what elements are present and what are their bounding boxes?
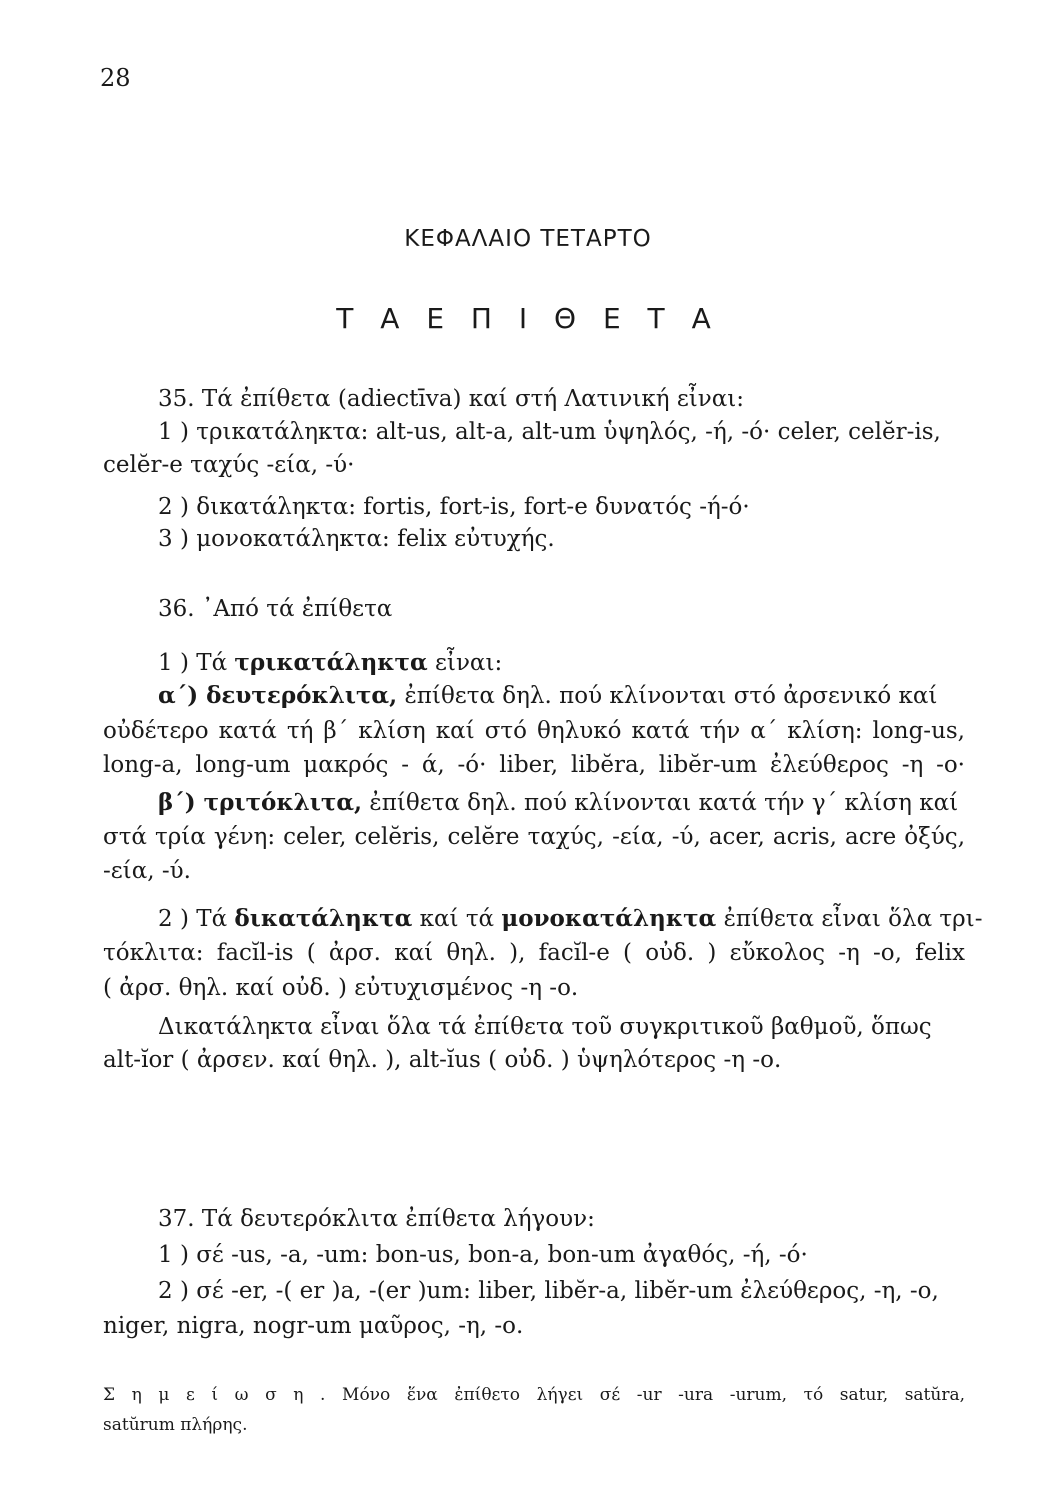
text-line: celĕr-e ταχύς -εία, -ύ· xyxy=(103,452,355,478)
paragraph-35-line: 35. Τά ἐπίθετα (adiectīva) καί στή Λατινική εἶναι: xyxy=(158,386,745,412)
paragraph-36-line: 36. ᾿Από τά ἐπίθετα xyxy=(158,596,393,622)
chapter-heading: ΚΕΦΑΛΑΙΟ ΤΕΤΑΡΤΟ xyxy=(404,226,652,252)
text-line: Δικατάληκτα εἶναι ὅλα τά ἐπίθετα τοῦ συγκριτικοῦ βαθμοῦ, ὅπως xyxy=(158,1014,932,1040)
bold-term: τρικατάληκτα xyxy=(234,649,428,676)
text-run: ἐπίθετα δηλ. πού κλίνονται κατά τήν γ΄ κλίση καί xyxy=(362,790,959,816)
text-line: -εία, -ύ. xyxy=(103,858,191,884)
page-number: 28 xyxy=(100,64,131,92)
text-run: 2 ) Τά xyxy=(158,906,235,932)
text-line: 1 ) σέ -us, -a, -um: bon-us, bon-a, bon-um ἀγαθός, -ή, -ό· xyxy=(158,1242,808,1268)
text-line xyxy=(158,904,983,934)
text-run: 1 ) Τά xyxy=(158,650,235,676)
text-line: οὐδέτερο κατά τή β΄ κλίση καί στό θηλυκό κατά τήν α΄ κλίση: long-us, xyxy=(103,718,965,744)
text-line: 2 ) σέ -er, -( er )a, -(er )um: liber, libĕr-a, libĕr-um ἐλεύθερος, -η, -ο, xyxy=(158,1278,939,1304)
chapter-title: Τ Α Ε Π Ι Θ Ε Τ Α xyxy=(336,302,720,335)
text-line xyxy=(158,788,965,818)
text-run: καί τά xyxy=(412,906,502,932)
text-line: 3 ) μονοκατάληκτα: felix εὐτυχής. xyxy=(158,526,555,552)
text-run: ἐπίθετα εἶναι ὅλα τρι- xyxy=(716,906,983,932)
text-run: εἶναι: xyxy=(427,650,503,676)
note-line: satŭrum πλήρης. xyxy=(103,1415,248,1435)
paragraph-37-line: 37. Τά δευτερόκλιτα ἐπίθετα λήγουν: xyxy=(158,1206,595,1232)
text-line: 1 ) τρικατάληκτα: alt-us, alt-a, alt-um ὑψηλός, -ή, -ό· celer, celĕr-is, xyxy=(158,419,941,445)
text-line: ( ἀρσ. θηλ. καί οὐδ. ) εὐτυχισμένος -η -ο. xyxy=(103,975,579,1001)
bold-term: α΄) δευτερόκλιτα, xyxy=(158,682,398,709)
text-line: τόκλιτα: facĭl-is ( ἀρσ. καί θηλ. ), facĭl-e ( οὐδ. ) εὔκολος -η -ο, felix xyxy=(103,940,965,966)
bold-term: β΄) τριτόκλιτα, xyxy=(158,789,363,816)
bold-term: δικατάληκτα xyxy=(234,905,413,932)
text-line: alt-ĭor ( ἀρσεν. καί θηλ. ), alt-ĭus ( οὐδ. ) ὑψηλότερος -η -ο. xyxy=(103,1047,782,1073)
text-line: στά τρία γένη: celer, celĕris, celĕre ταχύς, -εία, -ύ, acer, acris, acre ὀξύς, xyxy=(103,824,965,850)
note-line: Σ η μ ε ί ω σ η . Μόνο ἕνα ἐπίθετο λήγει σέ -ur -ura -urum, τό satur, satŭra, xyxy=(103,1385,965,1405)
text-line xyxy=(158,681,965,711)
bold-term: μονοκατάληκτα xyxy=(501,905,717,932)
text-run: ἐπίθετα δηλ. πού κλίνονται στό ἀρσενικό καί xyxy=(397,683,938,709)
text-line: 2 ) δικατάληκτα: fortis, fort-is, fort-e δυνατός -ή-ό· xyxy=(158,494,750,520)
text-line xyxy=(158,648,965,678)
text-line: long-a, long-um μακρός - ά, -ό· liber, libĕra, libĕr-um ἐλεύθερος -η -ο· xyxy=(103,752,965,778)
text-line: niger, nigra, nogr-um μαῦρος, -η, -ο. xyxy=(103,1313,524,1339)
